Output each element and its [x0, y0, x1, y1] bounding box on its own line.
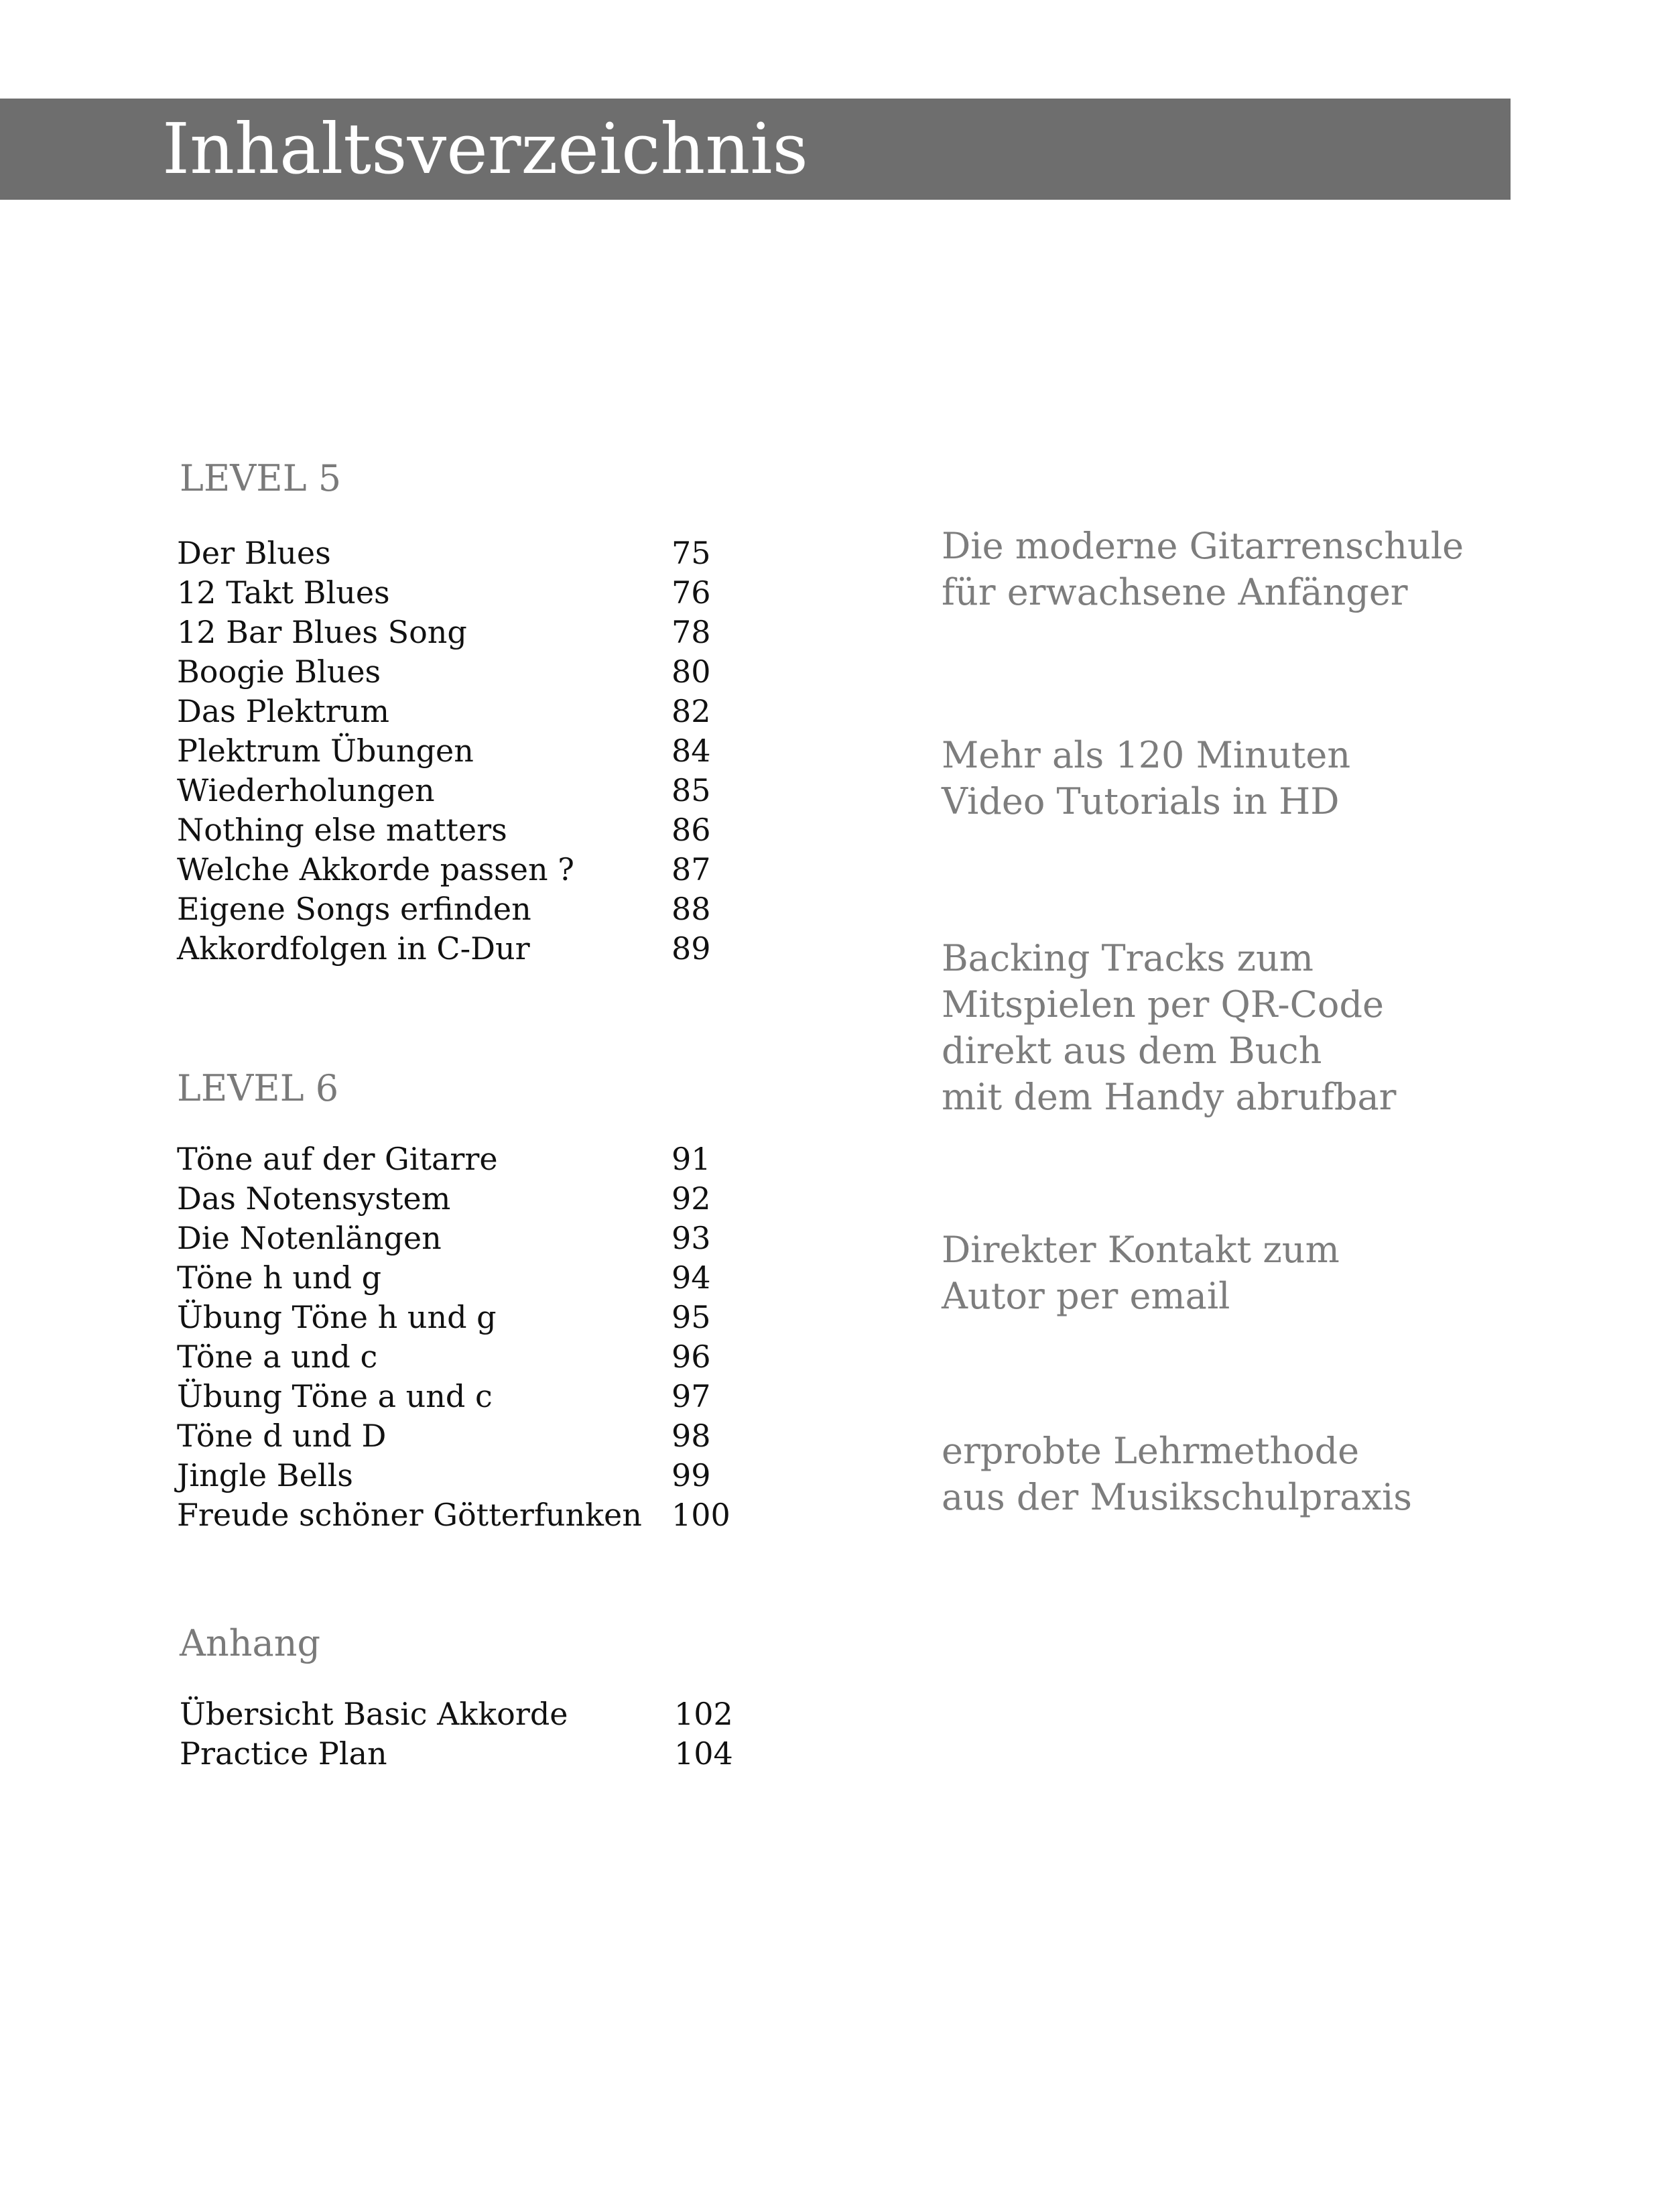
feature-line: Backing Tracks zum [942, 937, 1314, 979]
toc-entry [177, 889, 711, 929]
feature-line: Mitspielen per QR-Code [942, 983, 1384, 1026]
toc-entry-page: 75 [672, 535, 711, 571]
toc-entry-title: Plektrum Übungen [177, 733, 474, 769]
toc-entry-title: Übung Töne a und c [177, 1378, 493, 1414]
toc-entry-title: Practice Plan [180, 1735, 387, 1772]
toc-list-level5 [177, 534, 711, 969]
title-bar [0, 99, 1511, 200]
toc-entry-title: Übersicht Basic Akkorde [180, 1696, 568, 1732]
toc-entry-title: Wiederholungen [177, 772, 435, 808]
feature-item [942, 1428, 1412, 1520]
toc-entry-title: Nothing else matters [177, 812, 507, 848]
feature-line: erprobte Lehrmethode [942, 1430, 1360, 1472]
feature-line: Autor per email [942, 1275, 1230, 1317]
toc-entry-page: 100 [672, 1497, 730, 1533]
toc-entry [177, 850, 711, 889]
feature-item [942, 732, 1350, 824]
toc-entry-title: Das Notensystem [177, 1180, 451, 1217]
toc-entry-title: Jingle Bells [177, 1457, 353, 1493]
toc-entry-page: 88 [672, 891, 711, 927]
toc-entry [177, 1495, 730, 1535]
toc-entry [177, 534, 711, 573]
toc-entry-page: 99 [672, 1457, 711, 1493]
toc-entry-title: Der Blues [177, 535, 331, 571]
section-heading-appendix: Anhang [180, 1622, 321, 1664]
toc-entry [177, 1258, 711, 1298]
toc-entry-page: 104 [674, 1735, 733, 1772]
toc-list-appendix [180, 1695, 733, 1774]
toc-entry-page: 84 [672, 733, 711, 769]
toc-entry-title: Akkordfolgen in C-Dur [177, 930, 530, 967]
toc-entry-title: 12 Takt Blues [177, 574, 390, 611]
toc-entry-title: 12 Bar Blues Song [177, 614, 467, 650]
toc-entry [177, 1298, 711, 1337]
feature-line: Mehr als 120 Minuten [942, 734, 1351, 776]
toc-entry [177, 731, 711, 771]
toc-entry-page: 98 [672, 1418, 711, 1454]
toc-entry-page: 78 [672, 614, 711, 650]
toc-entry-page: 92 [672, 1180, 711, 1217]
section-heading-level5: LEVEL 5 [180, 457, 342, 499]
toc-entry [177, 652, 711, 692]
toc-entry-page: 96 [672, 1339, 711, 1375]
toc-entry [177, 573, 711, 613]
toc-entry [177, 1456, 711, 1495]
toc-entry [177, 1219, 711, 1258]
toc-entry-title: Freude schöner Götterfunken [177, 1497, 642, 1533]
toc-entry [177, 1416, 711, 1456]
toc-entry [180, 1734, 733, 1774]
feature-item [942, 1227, 1340, 1319]
toc-entry-page: 85 [672, 772, 711, 808]
toc-entry-title: Welche Akkorde passen ? [177, 851, 574, 887]
page-title: Inhaltsverzeichnis [162, 108, 808, 190]
toc-entry-title: Töne auf der Gitarre [177, 1141, 498, 1177]
toc-entry-page: 94 [672, 1259, 711, 1296]
section-heading-level6: LEVEL 6 [177, 1067, 339, 1109]
toc-entry-page: 89 [672, 930, 711, 967]
toc-entry-title: Boogie Blues [177, 654, 381, 690]
toc-entry-title: Töne a und c [177, 1339, 378, 1375]
toc-entry-title: Das Plektrum [177, 693, 390, 729]
toc-entry-page: 91 [672, 1141, 711, 1177]
toc-entry-page: 80 [672, 654, 711, 690]
toc-section-appendix [180, 1622, 733, 1774]
toc-entry-page: 82 [672, 693, 711, 729]
toc-entry [177, 1377, 711, 1416]
toc-entry [177, 1179, 711, 1219]
toc-entry-page: 76 [672, 574, 711, 611]
toc-entry-page: 97 [672, 1378, 711, 1414]
toc-list-level6 [177, 1140, 730, 1535]
toc-entry-page: 87 [672, 851, 711, 887]
toc-entry [177, 1337, 711, 1377]
feature-item [942, 523, 1464, 615]
feature-line: direkt aus dem Buch [942, 1030, 1322, 1072]
feature-line: aus der Musikschulpraxis [942, 1476, 1412, 1518]
toc-entry-title: Eigene Songs erfinden [177, 891, 531, 927]
toc-entry [177, 613, 711, 652]
toc-section-level6 [177, 1067, 730, 1535]
toc-entry-page: 86 [672, 812, 711, 848]
toc-entry-page: 93 [672, 1220, 711, 1256]
toc-entry-title: Töne d und D [177, 1418, 387, 1454]
feature-line: mit dem Handy abrufbar [942, 1076, 1397, 1118]
feature-line: Direkter Kontakt zum [942, 1229, 1340, 1271]
toc-section-level5 [177, 457, 711, 969]
feature-item [942, 935, 1396, 1120]
toc-entry [177, 929, 711, 969]
toc-entry-page: 95 [672, 1299, 711, 1335]
toc-entry-title: Übung Töne h und g [177, 1299, 497, 1335]
toc-entry [177, 692, 711, 731]
feature-line: Video Tutorials in HD [942, 780, 1340, 822]
toc-entry [177, 771, 711, 810]
toc-entry-title: Töne h und g [177, 1259, 382, 1296]
toc-entry [177, 1140, 711, 1179]
feature-line: Die moderne Gitarrenschule [942, 525, 1464, 567]
toc-entry [177, 810, 711, 850]
feature-line: für erwachsene Anfänger [942, 571, 1408, 613]
toc-entry-title: Die Notenlängen [177, 1220, 442, 1256]
toc-entry-page: 102 [674, 1696, 733, 1732]
toc-entry [180, 1695, 733, 1734]
